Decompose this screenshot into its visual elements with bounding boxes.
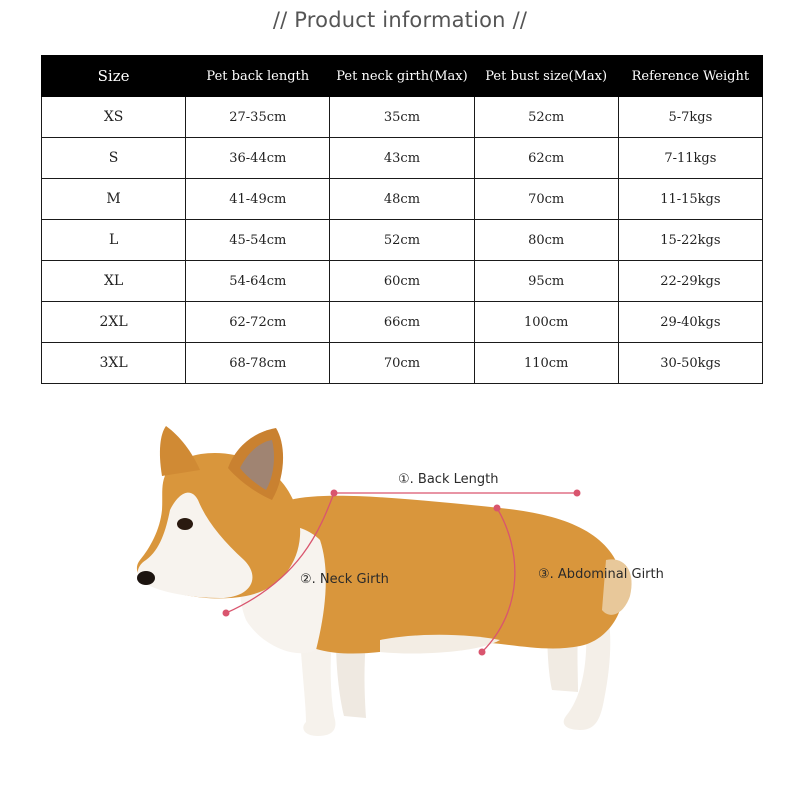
cell-bust-size: 62cm [474,138,618,179]
cell-neck-girth: 60cm [330,261,474,302]
cell-back-length: 41-49cm [186,179,330,220]
back-length-end-dot [574,490,581,497]
cell-neck-girth: 48cm [330,179,474,220]
header-size: Size [42,56,186,97]
table-header-row [42,56,763,97]
cell-size: S [42,138,186,179]
abdominal-girth-start-dot [494,505,501,512]
cell-back-length: 62-72cm [186,302,330,343]
dog-eye [177,518,193,530]
cell-neck-girth: 43cm [330,138,474,179]
cell-size: 3XL [42,343,186,384]
cell-size: M [42,179,186,220]
table-row [42,220,763,261]
cell-bust-size: 70cm [474,179,618,220]
cell-bust-size: 95cm [474,261,618,302]
cell-weight: 7-11kgs [618,138,762,179]
abdominal-girth-end-dot [479,649,486,656]
cell-bust-size: 100cm [474,302,618,343]
abdominal-girth-label: ③. Abdominal Girth [538,567,664,582]
cell-size: L [42,220,186,261]
cell-bust-size: 110cm [474,343,618,384]
cell-size: XL [42,261,186,302]
cell-weight: 5-7kgs [618,97,762,138]
table-row [42,179,763,220]
header-neck-girth: Pet neck girth(Max) [330,56,474,97]
back-length-label: ①. Back Length [398,472,499,487]
cell-neck-girth: 35cm [330,97,474,138]
neck-girth-end-dot [223,610,230,617]
size-table [41,55,763,384]
cell-back-length: 36-44cm [186,138,330,179]
header-reference-weight: Reference Weight [618,56,762,97]
neck-girth-label: ②. Neck Girth [300,572,389,587]
cell-weight: 11-15kgs [618,179,762,220]
cell-neck-girth: 66cm [330,302,474,343]
header-back-length: Pet back length [186,56,330,97]
dog-measurement-diagram [0,390,800,800]
cell-back-length: 68-78cm [186,343,330,384]
cell-back-length: 54-64cm [186,261,330,302]
table-row [42,138,763,179]
cell-weight: 29-40kgs [618,302,762,343]
cell-neck-girth: 52cm [330,220,474,261]
cell-neck-girth: 70cm [330,343,474,384]
cell-weight: 15-22kgs [618,220,762,261]
cell-back-length: 27-35cm [186,97,330,138]
cell-bust-size: 80cm [474,220,618,261]
table-row [42,343,763,384]
dog-ear-left [160,426,200,476]
corgi-illustration [0,390,800,800]
cell-weight: 22-29kgs [618,261,762,302]
page-title: // Product information // [272,8,528,32]
header-bust-size: Pet bust size(Max) [474,56,618,97]
cell-bust-size: 52cm [474,97,618,138]
table-row [42,302,763,343]
cell-size: XS [42,97,186,138]
table-row [42,97,763,138]
back-length-start-dot [331,490,338,497]
table-row [42,261,763,302]
dog-nose [137,571,155,585]
cell-back-length: 45-54cm [186,220,330,261]
cell-size: 2XL [42,302,186,343]
cell-weight: 30-50kgs [618,343,762,384]
